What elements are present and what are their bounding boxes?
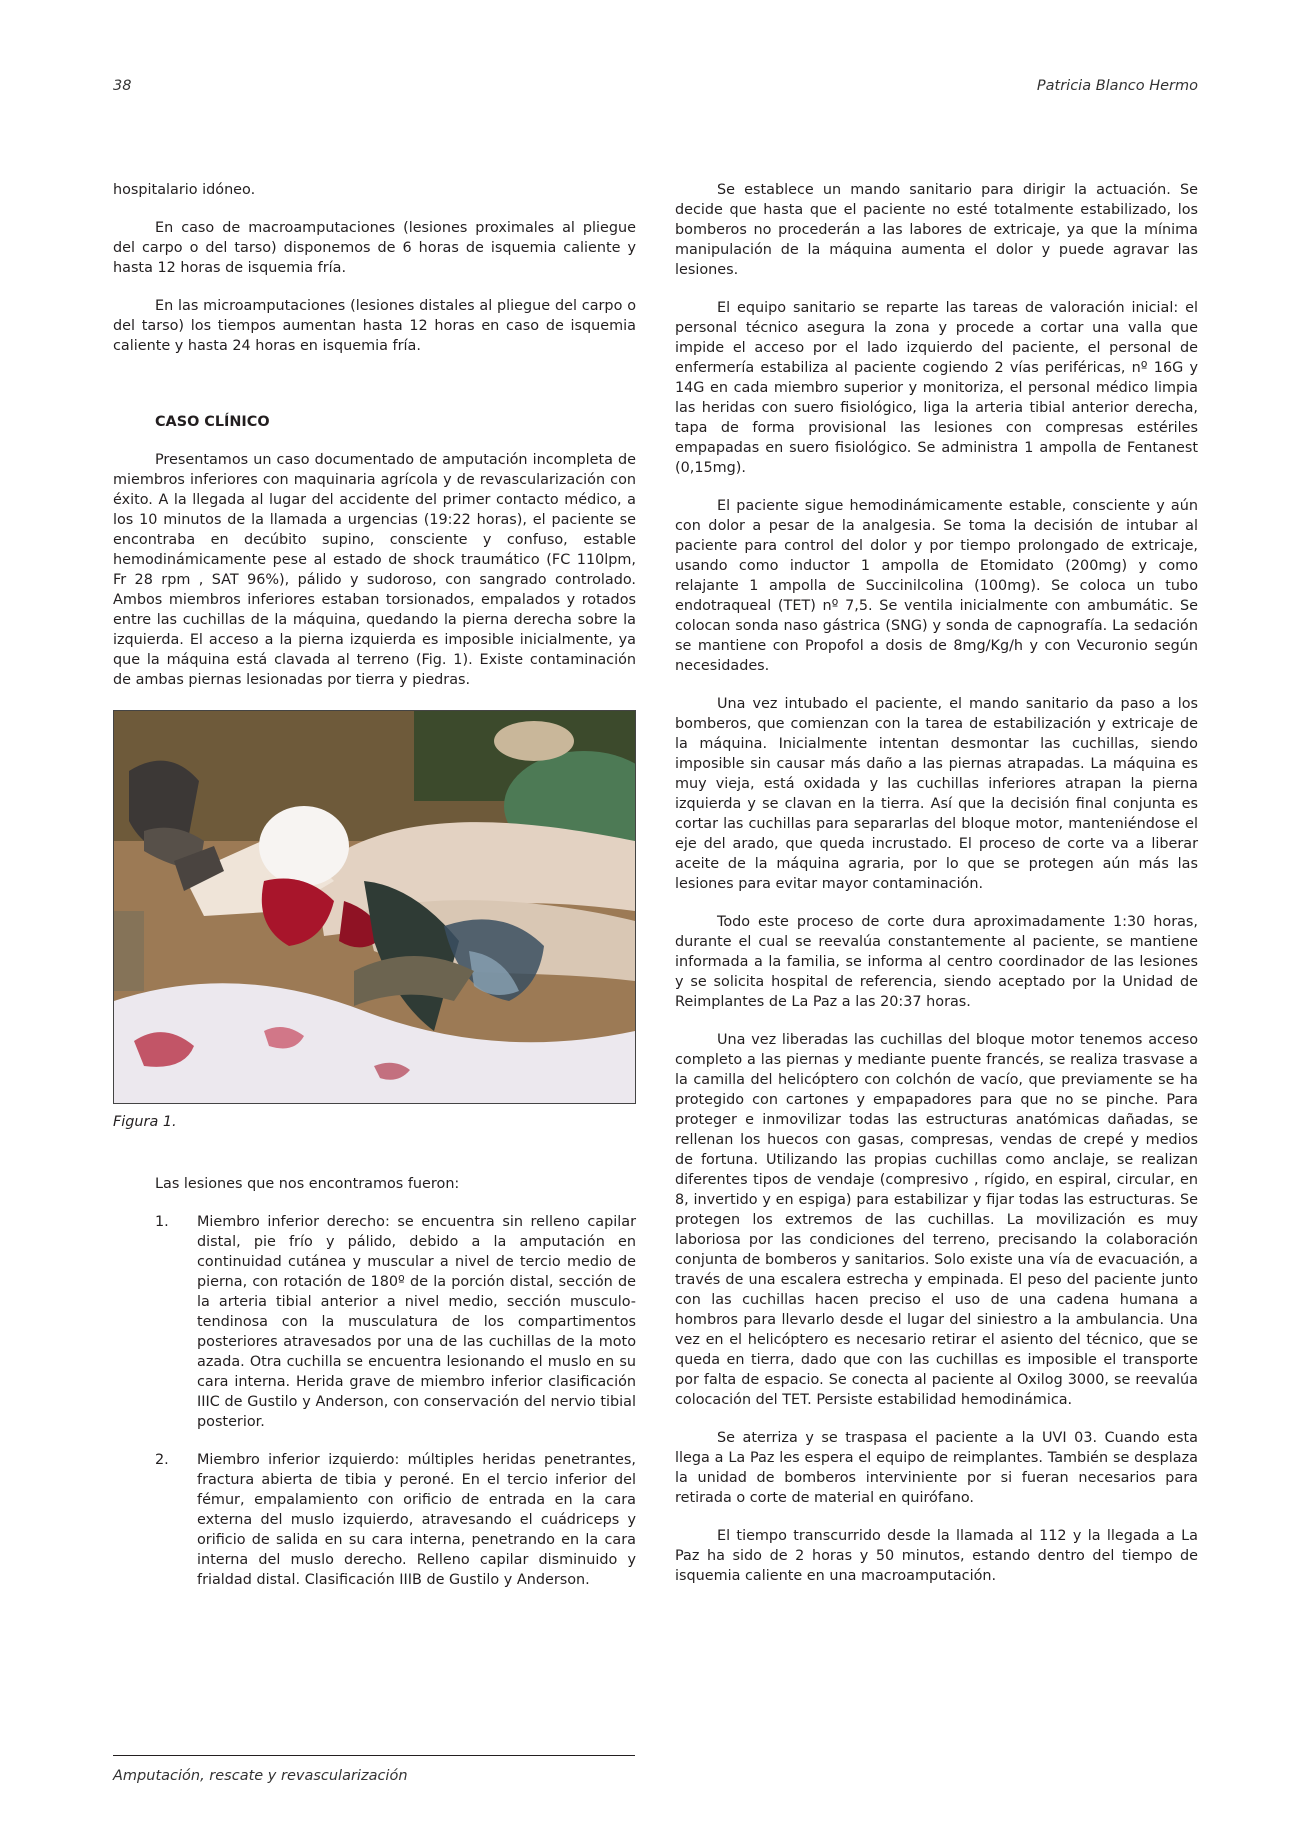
left-column	[113, 180, 636, 1608]
paragraph: Una vez liberadas las cuchillas del bloque motor tenemos acceso completo a las piernas y mediante puente francés, se realiza trasvase a la camilla del helicóptero con colchón de vacío, que previamente se ha protegido con cartones y empapadores para que no se pinche. Para proteger e inmovilizar todas las estructuras anatómicas dañadas, se rellenan los huecos con gasas, compresas, vendas de crepé y medios de fortuna. Utilizando las propias cuchillas como anclaje, se realizan diferentes tipos de vendaje (compresivo , rígido, en espiral, circular, en 8, invertido y en espiga) para estabilizar y fijar todas las estructuras. Se protegen los extremos de las cuchillas. La movilización es muy laboriosa por las condiciones del terreno, precisando la colaboración conjunta de bomberos y sanitarios. Solo existe una vía de evacuación, a través de una escalera estrecha y empinada. El peso del paciente junto con las cuchillas hacen preciso el uso de una cadena humana a hombros para llevarlo desde el lugar del siniestro a la ambulancia. Una vez en el helicóptero es necesario retirar el asiento del técnico, que se queda en tierra, dado que con las cuchillas es imposible el transporte por falta de espacio. Se conecta al paciente al Oxilog 3000, se reevalúa colocación del TET. Persiste estabilidad hemodinámica.	[675, 1032, 1198, 1408]
paragraph: Se establece un mando sanitario para dirigir la actuación. Se decide que hasta que el paciente no esté totalmente estabilizado, los bomberos no procederán a las labores de extricaje, ya que la mínima manipulación de la máquina aumenta el dolor y puede agravar las lesiones.	[675, 182, 1198, 278]
paragraph: El equipo sanitario se reparte las tareas de valoración inicial: el personal técnico asegura la zona y procede a cortar una valla que impide el acceso por el lado izquierdo del paciente, el personal de enfermería estabiliza al paciente cogiendo 2 vías periféricas, nº 16G y 14G en cada miembro superior y monitoriza, el personal médico limpia las heridas con suero fisiológico, liga la arteria tibial anterior derecha, tapa de forma provisional las lesiones con compresas estériles empapadas en suero fisiológico. Se administra 1 ampolla de Fentanest (0,15mg).	[675, 300, 1198, 476]
paragraph: Se aterriza y se traspasa el paciente a la UVI 03. Cuando esta llega a La Paz les espera el equipo de reimplantes. También se desplaza la unidad de bomberos interviniente por si fueran necesarios para retirada o corte de material en quirófano.	[675, 1430, 1198, 1506]
paragraph: El paciente sigue hemodinámicamente estable, consciente y aún con dolor a pesar de la analgesia. Se toma la decisión de intubar al paciente para control del dolor y por tiempo prolongado de extricaje, usando como inductor 1 ampolla de Etomidato (200mg) y como relajante 1 ampolla de Succinilcolina (100mg). Se coloca un tubo endotraqueal (TET) nº 7,5. Se ventila inicialmente con ambumátic. Se colocan sonda naso gástrica (SNG) y sonda de capnografía. La sedación se mantiene con Propofol a dosis de 8mg/Kg/h y con Vecuronio según necesidades.	[675, 498, 1198, 674]
list-item-number: 1.	[155, 1214, 169, 1230]
footer-rule	[113, 1755, 635, 1756]
running-head-author: Patricia Blanco Hermo	[1036, 78, 1198, 94]
paragraph: Presentamos un caso documentado de amputación incompleta de miembros inferiores con maquinaria agrícola y de revascularización con éxito. A la llegada al lugar del accidente del primer contacto médico, a los 10 minutos de la llamada a urgencias (19:22 horas), el paciente se encontraba en decúbito supino, consciente y confuso, estable hemodinámicamente pese al estado de shock traumático (FC 110lpm, Fr 28 rpm , SAT 96%), pálido y sudoroso, con sangrado controlado. Ambos miembros inferiores estaban torsionados, empalados y rotados entre las cuchillas de la máquina, quedando la pierna derecha sobre la izquierda. El acceso a la pierna izquierda es imposible inicialmente, ya que la máquina está clavada al terreno (Fig. 1). Existe contaminación de ambas piernas lesionadas por tierra y piedras.	[113, 452, 636, 688]
paragraph: hospitalario idóneo.	[113, 182, 256, 198]
right-column	[675, 180, 1198, 1604]
figure-photo	[113, 710, 636, 1104]
list-item	[113, 1450, 636, 1590]
list-item-text: Miembro inferior izquierdo: múltiples heridas penetrantes, fractura abierta de tibia y peroné. En el tercio inferior del fémur, empalamiento con orificio de entrada en la cara externa del muslo izquierdo, atravesando el cuádriceps y orificio de salida en su cara interna, penetrando en la cara interna del muslo derecho. Relleno capilar disminuido y frialdad distal. Clasificación IIIB de Gustilo y Anderson.	[197, 1452, 636, 1588]
list-intro: Las lesiones que nos encontramos fueron:	[155, 1176, 460, 1192]
lesion-list	[113, 1212, 636, 1590]
paragraph: El tiempo transcurrido desde la llamada al 112 y la llegada a La Paz ha sido de 2 horas y 50 minutos, estando dentro del tiempo de isquemia caliente en una macroamputación.	[675, 1528, 1198, 1584]
list-item-number: 2.	[155, 1452, 169, 1468]
figure-photo-illustration	[114, 711, 635, 1103]
list-item	[113, 1212, 636, 1432]
running-foot-title: Amputación, rescate y revascularización	[113, 1768, 408, 1784]
paragraph: Una vez intubado el paciente, el mando sanitario da paso a los bomberos, que comienzan con la tarea de estabilización y extricaje de la máquina. Inicialmente intentan desmontar las cuchillas, siendo imposible sin causar más daño a las piernas atrapadas. La máquina es muy vieja, está oxidada y las cuchillas inferiores atrapan la pierna izquierda y se clavan en la tierra. Así que la decisión final conjunta es cortar las cuchillas para separarlas del bloque motor, manteniéndose el eje del arado, que queda incrustado. El proceso de corte va a liberar aceite de la máquina agraria, por lo que se protegen aún más las lesiones para evitar mayor contaminación.	[675, 696, 1198, 892]
paragraph: En caso de macroamputaciones (lesiones proximales al pliegue del carpo o del tarso) disponemos de 6 horas de isquemia caliente y hasta 12 horas de isquemia fría.	[113, 220, 636, 276]
page-number: 38	[113, 78, 132, 94]
paragraph: En las microamputaciones (lesiones distales al pliegue del carpo o del tarso) los tiempos aumentan hasta 12 horas en caso de isquemia caliente y hasta 24 horas en isquemia fría.	[113, 298, 636, 354]
list-item-text: Miembro inferior derecho: se encuentra sin relleno capilar distal, pie frío y pálido, debido a la amputación en continuidad cutánea y muscular a nivel de tercio medio de pierna, con rotación de 180º de la porción distal, sección de la arteria tibial anterior a nivel medio, sección musculo-tendinosa con la musculatura de los compartimentos posteriores atravesados por una de las cuchillas de la moto azada. Otra cuchilla se encuentra lesionando el muslo en su cara interna. Herida grave de miembro inferior clasificación IIIC de Gustilo y Anderson, con conservación del nervio tibial posterior.	[197, 1214, 636, 1430]
section-heading: CASO CLÍNICO	[155, 414, 270, 430]
figure-caption: Figura 1.	[113, 1114, 177, 1130]
paragraph: Todo este proceso de corte dura aproximadamente 1:30 horas, durante el cual se reevalúa constantemente al paciente, se mantiene informada a la familia, se informa al centro coordinador de las lesiones y se solicita hospital de referencia, siendo aceptado por la Unidad de Reimplantes de La Paz a las 20:37 horas.	[675, 914, 1198, 1010]
